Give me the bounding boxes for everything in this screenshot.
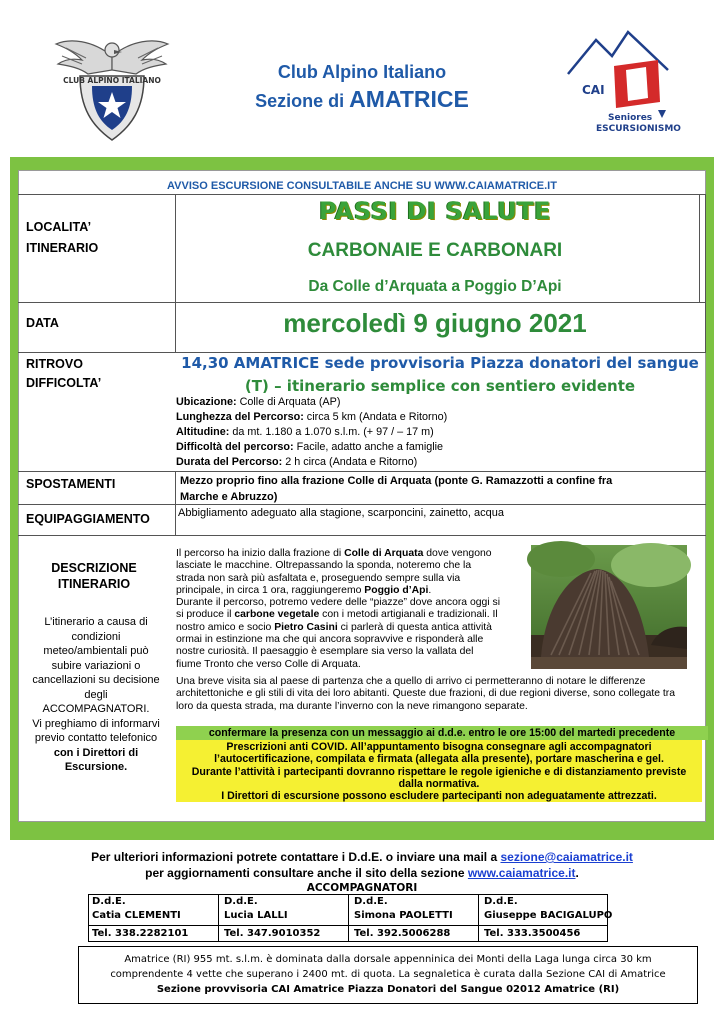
accompagnatore-name: Giuseppe BACIGALUPO (484, 910, 613, 921)
detail-durata: Durata del Percorso: 2 h circa (Andata e Ritorno) (176, 456, 418, 468)
email-link[interactable]: sezione@caiamatrice.it (500, 850, 633, 864)
accompagnatore-name: Catia CLEMENTI (92, 910, 181, 921)
accompagnatori-title: ACCOMPAGNATORI (306, 882, 418, 894)
event-route: Da Colle d’Arquata a Poggio D’Api (308, 278, 562, 295)
svg-text:Seniores: Seniores (608, 113, 653, 123)
side-note: L’itinerario a causa di condizioni meteo/ambientali può subire variazioni o cancellazioni su decisione degli ACCOMPAGNATORI. Vi preghiamo di informarvi previo contatto telefonico con i Direttori di Escursione. (32, 616, 160, 773)
label-difficolta: DIFFICOLTA’ (26, 376, 102, 390)
difficolta-value: (T) – itinerario semplice con sentiero evidente (244, 377, 636, 395)
accompagnatore-role: D.d.E. (224, 896, 258, 907)
detail-difficolta: Difficoltà del percorso: Facile, adatto anche a famiglie (176, 441, 444, 453)
detail-lunghezza: Lunghezza del Percorso: circa 5 km (Andata e Ritorno) (176, 411, 448, 423)
route-details (176, 395, 447, 470)
avviso-banner: AVVISO ESCURSIONE CONSULTABILE ANCHE SU WWW.CAIAMATRICE.IT (167, 180, 557, 192)
label-itinerario: ITINERARIO (26, 241, 99, 255)
accompagnatore-role: D.d.E. (92, 896, 126, 907)
divider (478, 894, 479, 942)
charcoal-kiln-photo (531, 545, 687, 669)
label-equipaggiamento: EQUIPAGGIAMENTO (26, 512, 150, 526)
description-text-continued: Una breve visita sia al paese di partenza che a quello di arrivo ci permetteranno di notare le differenze architettoniche e gli stili di vita dei loro abitanti. Queste due frazioni, di due regioni diverse, sono collegate tra loro da questa strada, ma durante l’inverno con la neve rimangono separate. (176, 676, 676, 712)
accompagnatore-name: Lucia LALLI (224, 910, 288, 921)
divider (18, 471, 706, 472)
label-localita: LOCALITA’ (26, 220, 92, 234)
club-title: Club Alpino Italiano (277, 62, 447, 82)
info-address: Sezione provvisoria CAI Amatrice Piazza Donatori del Sangue 02012 Amatrice (RI) (156, 984, 620, 995)
divider (18, 302, 706, 303)
equipaggiamento-value: Abbigliamento adeguato alla stagione, scarponcini, zainetto, acqua (178, 507, 504, 519)
accompagnatore-tel: Tel. 347.9010352 (224, 928, 321, 939)
accompagnatore-role: D.d.E. (354, 896, 388, 907)
description-text: Il percorso ha inizio dalla frazione di Colle di Arquata dove vengono lasciate le macchine. Oltrepassando la sponda, noteremo che la strada non sarà più asfaltata e, proseguendo sempre sulla via principale, in circa 1 ora, raggiungeremo Poggio d’Api. Durante il percorso, potremo vedere delle “piazze” dove ancora oggi si si produce il carbone vegetale con i metodi artigianali e tradizionali. Il nostro amico e socio Pietro Casini ci parlerà di questa antica attività ormai in estinzione ma che qui ancora sopravvive e risponderà alle nostre curiosità. Il paesaggio è esemplare sia verso la vallata del fiume Tronto che verso Colle di Arquata. (176, 548, 501, 670)
accompagnatore-tel: Tel. 392.5006288 (354, 928, 451, 939)
event-title: CARBONAIE E CARBONARI (307, 240, 563, 261)
cai-seniores-mountain-logo (568, 30, 681, 138)
detail-altitudine: Altitudine: da mt. 1.180 a 1.070 s.l.m. (+ 97 / – 17 m) (176, 426, 434, 438)
accompagnatore-role: D.d.E. (484, 896, 518, 907)
svg-text:CAI: CAI (582, 83, 605, 97)
divider (18, 535, 706, 536)
svg-text:ESCURSIONISMO: ESCURSIONISMO (596, 124, 681, 134)
section-prefix: Sezione di (255, 91, 345, 111)
website-link[interactable]: www.caiamatrice.it (467, 866, 576, 880)
divider (218, 894, 219, 942)
confirmation-notice: confermare la presenza con un messaggio ai d.d.e. entro le ore 15:00 del martedi precedente (176, 726, 708, 740)
website-line: per aggiornamenti consultare anche il sito della sezione www.caiamatrice.it. (145, 866, 579, 880)
label-descrizione: DESCRIZIONE ITINERARIO (51, 561, 137, 591)
event-date: mercoledì 9 giugno 2021 (283, 308, 587, 338)
covid-notice: Prescrizioni anti COVID. All’appuntamento bisogna consegnare agli accompagnatori l’autocertificazione, compilata e firmata (allegata alla presente), portare mascherina e gel. Durante l’attività i partecipanti dovranno rispettare le regole igieniche e di distanziamento previste dalla normativa. I Direttori di escursione possono escludere partecipanti non adeguatamente attrezzati. (176, 740, 702, 802)
divider (18, 352, 706, 353)
label-ritrovo: RITROVO (26, 357, 83, 371)
ritrovo-value: 14,30 AMATRICE sede provvisoria Piazza donatori del sangue (181, 354, 699, 372)
svg-text:CLUB ALPINO ITALIANO: CLUB ALPINO ITALIANO (63, 76, 161, 85)
label-data: DATA (26, 316, 59, 330)
info-line: comprendente 4 vette che superano i 2400 mt. di quota. La segnaletica è curata dalla Sezione CAI di Amatrice (110, 969, 666, 980)
divider (348, 894, 349, 942)
info-line: Amatrice (RI) 955 mt. s.l.m. è dominata dalla dorsale appenninica dei Monti della Laga lunga circa 30 km (124, 954, 652, 965)
divider (175, 471, 176, 535)
divider (18, 194, 706, 195)
spostamenti-value: Mezzo proprio fino alla frazione Colle di Arquata (ponte G. Ramazzotti a confine fra Marche e Abruzzo) (180, 475, 613, 503)
event-series-title: PASSI DI SALUTE (319, 197, 551, 225)
label-spostamenti: SPOSTAMENTI (26, 477, 116, 491)
divider (705, 194, 706, 352)
divider (699, 194, 700, 302)
section-name: AMATRICE (349, 86, 469, 112)
accompagnatore-tel: Tel. 338.2282101 (92, 928, 189, 939)
contact-line: Per ulteriori informazioni potrete contattare i D.d.E. o inviare una mail a sezione@caiamatrice.it (91, 850, 633, 864)
detail-ubicazione: Ubicazione: Colle di Arquata (AP) (176, 396, 341, 408)
accompagnatore-tel: Tel. 333.3500456 (484, 928, 581, 939)
accompagnatore-name: Simona PAOLETTI (354, 910, 453, 921)
